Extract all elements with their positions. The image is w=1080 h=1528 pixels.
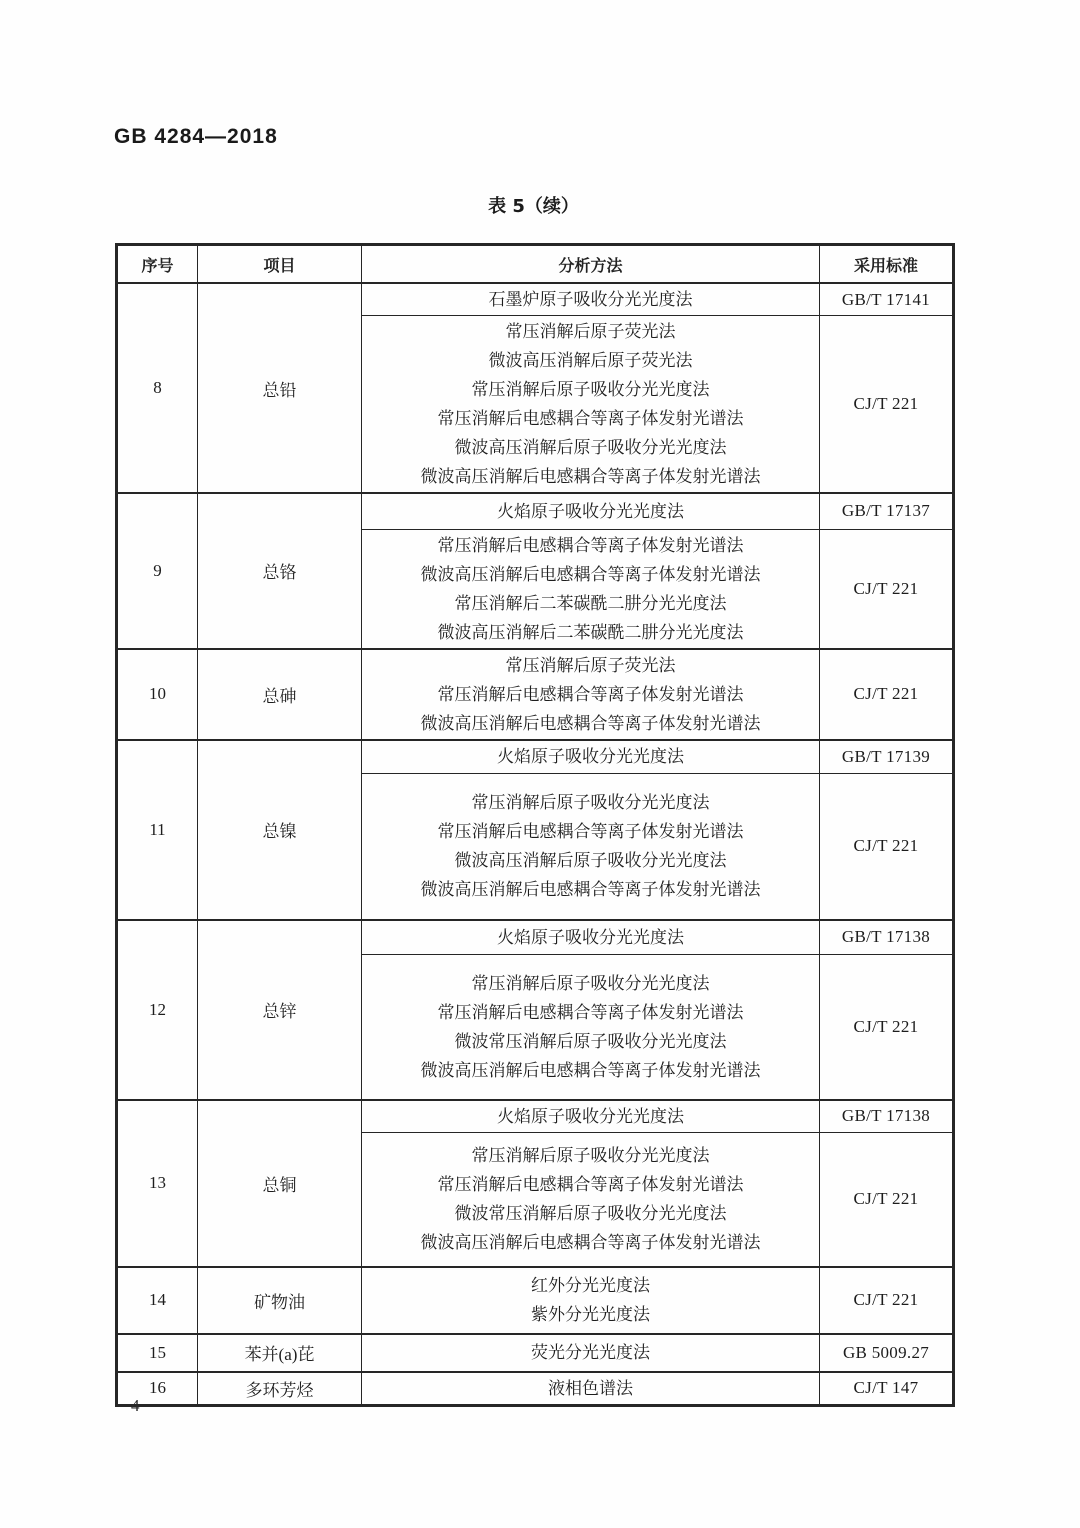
method-line: 火焰原子吸收分光光度法: [497, 927, 684, 947]
table-row: [117, 920, 954, 955]
method-line: 微波高压消解后电感耦合等离子体发射光谱法: [420, 467, 761, 486]
column-header-standard: 采用标准: [820, 245, 954, 284]
row-number-cell: 11: [117, 740, 198, 920]
adopted-standard-cell: GB/T 17139: [820, 740, 954, 774]
row-number-cell: 13: [117, 1100, 198, 1267]
analysis-methods-cell: [362, 774, 820, 920]
adopted-standard-cell: CJ/T 221: [820, 529, 954, 649]
table-row: [117, 283, 954, 316]
method-line: 常压消解后原子吸收分光光度法: [471, 793, 710, 813]
method-line: 常压消解后原子荧光法: [505, 322, 676, 341]
analysis-methods-cell: [362, 1133, 820, 1267]
method-line: 微波高压消解后电感耦合等离子体发射光谱法: [420, 1233, 761, 1253]
method-line: 微波常压消解后原子吸收分光光度法: [454, 1204, 727, 1224]
column-header-method: 分析方法: [362, 245, 820, 284]
row-number-cell: 8: [117, 283, 198, 493]
method-line: 紫外分光光度法: [531, 1305, 650, 1324]
analysis-methods-cell: [362, 1267, 820, 1334]
item-name-cell: 总镍: [198, 740, 362, 920]
analysis-methods-cell: [362, 955, 820, 1100]
adopted-standard-cell: GB 5009.27: [820, 1334, 954, 1372]
row-number-cell: 10: [117, 649, 198, 740]
document-code: GB 4284—2018: [114, 125, 278, 148]
item-name-cell: 苯并(a)芘: [198, 1334, 362, 1372]
table-row: [117, 740, 954, 774]
analysis-methods-cell: [362, 1372, 820, 1406]
method-line: 常压消解后电感耦合等离子体发射光谱法: [437, 535, 744, 555]
analysis-methods-cell: [362, 493, 820, 529]
adopted-standard-cell: GB/T 17137: [820, 493, 954, 529]
method-line: 火焰原子吸收分光光度法: [497, 747, 684, 767]
adopted-standard-cell: GB/T 17138: [820, 920, 954, 955]
method-line: 常压消解后原子吸收分光光度法: [471, 380, 710, 399]
method-line: 常压消解后原子荧光法: [505, 655, 676, 675]
table-row: [117, 493, 954, 529]
method-line: 液相色谱法: [548, 1378, 633, 1398]
table-row: [117, 1267, 954, 1334]
method-line: 常压消解后原子吸收分光光度法: [471, 973, 710, 993]
analysis-methods-cell: [362, 1100, 820, 1133]
adopted-standard-cell: CJ/T 221: [820, 774, 954, 920]
adopted-standard-cell: GB/T 17141: [820, 283, 954, 316]
item-name-cell: 总铬: [198, 493, 362, 649]
adopted-standard-cell: CJ/T 221: [820, 1133, 954, 1267]
item-name-cell: 总铅: [198, 283, 362, 493]
row-number-cell: 14: [117, 1267, 198, 1334]
table-header-row: [117, 245, 954, 284]
method-line: 微波高压消解后原子吸收分光光度法: [454, 438, 727, 457]
analysis-methods-table: [115, 243, 955, 1407]
column-header-no: 序号: [117, 245, 198, 284]
method-line: 常压消解后原子吸收分光光度法: [471, 1146, 710, 1166]
item-name-cell: 总锌: [198, 920, 362, 1100]
method-line: 微波高压消解后二苯碳酰二肼分光光度法: [437, 622, 744, 642]
item-name-cell: 总铜: [198, 1100, 362, 1267]
analysis-methods-cell: [362, 1334, 820, 1372]
table-row: [117, 1372, 954, 1406]
row-number-cell: 9: [117, 493, 198, 649]
method-line: 微波高压消解后电感耦合等离子体发射光谱法: [420, 564, 761, 584]
adopted-standard-cell: CJ/T 221: [820, 955, 954, 1100]
item-name-cell: 多环芳烃: [198, 1372, 362, 1406]
page-number: 4: [131, 1396, 140, 1415]
row-number-cell: 12: [117, 920, 198, 1100]
method-line: 微波高压消解后电感耦合等离子体发射光谱法: [420, 713, 761, 733]
method-line: 微波高压消解后原子荧光法: [488, 351, 693, 370]
analysis-methods-cell: [362, 740, 820, 774]
table-row: [117, 1334, 954, 1372]
item-name-cell: 矿物油: [198, 1267, 362, 1334]
method-line: 常压消解后二苯碳酰二肼分光光度法: [454, 593, 727, 613]
adopted-standard-cell: GB/T 17138: [820, 1100, 954, 1133]
table-row: [117, 649, 954, 740]
adopted-standard-cell: CJ/T 221: [820, 649, 954, 740]
method-line: 微波常压消解后原子吸收分光光度法: [454, 1031, 727, 1051]
row-number-cell: 16: [117, 1372, 198, 1406]
method-line: 火焰原子吸收分光光度法: [497, 501, 684, 521]
method-line: 常压消解后电感耦合等离子体发射光谱法: [437, 1175, 744, 1195]
method-line: 红外分光光度法: [531, 1276, 650, 1295]
method-line: 常压消解后电感耦合等离子体发射光谱法: [437, 684, 744, 704]
adopted-standard-cell: CJ/T 221: [820, 1267, 954, 1334]
item-name-cell: 总砷: [198, 649, 362, 740]
method-line: 荧光分光光度法: [531, 1343, 650, 1362]
adopted-standard-cell: CJ/T 221: [820, 316, 954, 494]
method-line: 石墨炉原子吸收分光光度法: [488, 290, 693, 309]
adopted-standard-cell: CJ/T 147: [820, 1372, 954, 1406]
method-line: 微波高压消解后原子吸收分光光度法: [454, 851, 727, 871]
row-number-cell: 15: [117, 1334, 198, 1372]
column-header-item: 项目: [198, 245, 362, 284]
method-line: 微波高压消解后电感耦合等离子体发射光谱法: [420, 880, 761, 900]
method-line: 常压消解后电感耦合等离子体发射光谱法: [437, 1002, 744, 1022]
analysis-methods-cell: [362, 649, 820, 740]
method-line: 常压消解后电感耦合等离子体发射光谱法: [437, 409, 744, 428]
method-line: 火焰原子吸收分光光度法: [497, 1106, 684, 1126]
method-line: 微波高压消解后电感耦合等离子体发射光谱法: [420, 1060, 761, 1080]
analysis-methods-cell: [362, 529, 820, 649]
method-line: 常压消解后电感耦合等离子体发射光谱法: [437, 822, 744, 842]
analysis-methods-cell: [362, 283, 820, 316]
analysis-methods-cell: [362, 316, 820, 494]
analysis-methods-cell: [362, 920, 820, 955]
table-row: [117, 1100, 954, 1133]
table-title: 表 5（续）: [488, 196, 579, 217]
